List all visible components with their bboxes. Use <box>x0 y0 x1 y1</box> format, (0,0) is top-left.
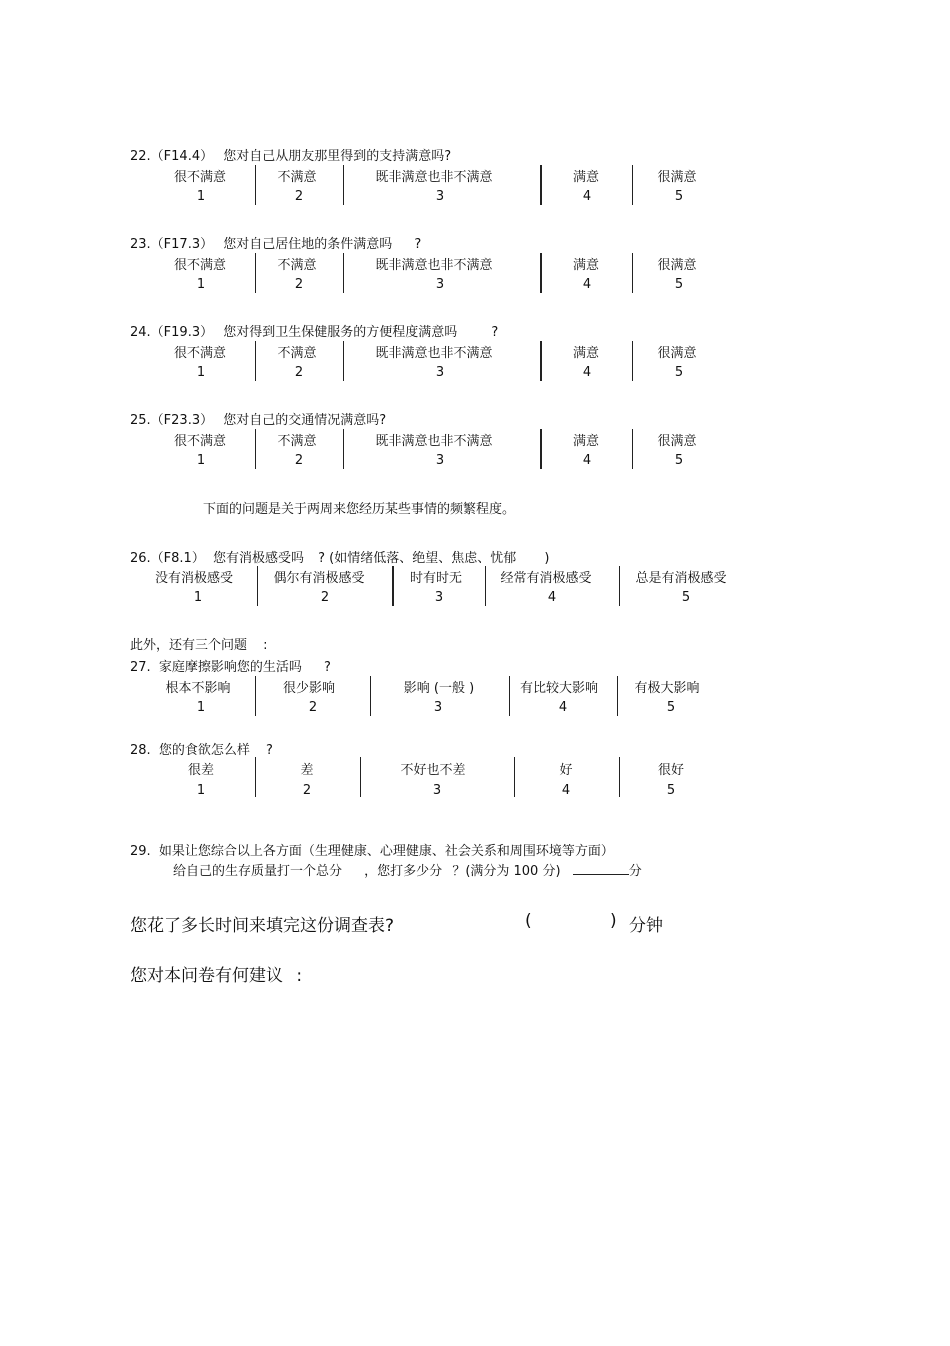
option-label[interactable]: 满意 <box>572 258 600 273</box>
divider <box>540 253 542 293</box>
option-label[interactable]: 根本不影响 <box>165 681 231 696</box>
time-close-paren: ) <box>610 911 617 931</box>
question-text: 您对自己从朋友那里得到的支持满意吗? <box>223 149 452 164</box>
option-score: 5 <box>674 277 684 292</box>
option-label[interactable]: 很不满意 <box>173 258 227 273</box>
question-22 <box>130 145 451 164</box>
option-score: 3 <box>435 189 445 204</box>
option-score: 2 <box>308 700 318 715</box>
question-text: 您对自己的交通情况满意吗? <box>223 413 387 428</box>
divider <box>343 253 344 293</box>
option-score: 4 <box>561 783 571 798</box>
question-text: 您的食欲怎么样 <box>158 743 250 758</box>
option-label[interactable]: 很满意 <box>657 346 697 361</box>
question-29 <box>130 840 614 859</box>
divider <box>540 429 542 469</box>
option-label[interactable]: 满意 <box>572 434 600 449</box>
question-text: 如果让您综合以上各方面（生理健康、心理健康、社会关系和周围环境等方面） <box>158 844 614 859</box>
option-label[interactable]: 有极大影响 <box>634 681 700 696</box>
question-number: 25.（F23.3） <box>130 413 214 428</box>
divider <box>619 757 620 797</box>
option-score: 4 <box>547 590 557 605</box>
option-label[interactable]: 既非满意也非不满意 <box>375 434 493 449</box>
question-24 <box>130 321 498 340</box>
option-score: 1 <box>196 277 206 292</box>
question-29-line2 <box>173 860 642 879</box>
score-blank[interactable] <box>573 862 629 875</box>
option-label[interactable]: 不好也不差 <box>400 763 466 778</box>
option-label[interactable]: 时有时无 <box>409 571 463 586</box>
divider <box>632 253 633 293</box>
option-label[interactable]: 好 <box>559 763 573 778</box>
time-answer-field[interactable] <box>540 908 606 932</box>
option-score: 1 <box>196 783 206 798</box>
question-28 <box>130 739 273 758</box>
divider <box>509 676 510 716</box>
option-label[interactable]: 很不满意 <box>173 434 227 449</box>
question-text: 您有消极感受吗 <box>212 551 304 566</box>
divider <box>619 566 620 606</box>
divider <box>540 341 542 381</box>
time-question: 您花了多长时间来填完这份调查表? <box>130 916 395 936</box>
question-26 <box>130 547 549 566</box>
question-text: 家庭摩擦影响您的生活吗 <box>158 660 302 675</box>
option-label[interactable]: 很好 <box>657 763 685 778</box>
divider <box>370 676 371 716</box>
option-score: 2 <box>302 783 312 798</box>
suggestion-colon: : <box>296 966 303 986</box>
divider <box>632 341 633 381</box>
option-score: 4 <box>558 700 568 715</box>
option-score: 3 <box>433 700 443 715</box>
suggestion-prompt <box>130 961 302 986</box>
option-label[interactable]: 既非满意也非不满意 <box>375 170 493 185</box>
extra-note-colon: : <box>263 638 268 653</box>
divider <box>255 253 256 293</box>
option-label[interactable]: 很满意 <box>657 258 697 273</box>
question-close: ) <box>544 551 550 566</box>
divider <box>343 341 344 381</box>
option-score: 2 <box>294 453 304 468</box>
option-label[interactable]: 很满意 <box>657 434 697 449</box>
question-mark: ? (如情绪低落、绝望、焦虑、忧郁 <box>318 551 517 566</box>
divider <box>255 429 256 469</box>
option-score: 1 <box>196 453 206 468</box>
option-score: 2 <box>294 189 304 204</box>
extra-note <box>130 634 268 653</box>
option-score: 5 <box>681 590 691 605</box>
option-label[interactable]: 没有消极感受 <box>154 571 234 586</box>
option-label[interactable]: 差 <box>300 763 314 778</box>
question-text-c: ？(满分为 100 分) <box>452 864 561 879</box>
question-25 <box>130 409 386 428</box>
suggestion-text: 您对本问卷有何建议 <box>130 966 283 986</box>
option-label[interactable]: 很少影响 <box>282 681 336 696</box>
option-score: 5 <box>674 453 684 468</box>
question-text: 您对自己居住地的条件满意吗 <box>223 237 393 252</box>
divider <box>540 165 542 205</box>
divider <box>617 676 618 716</box>
option-label[interactable]: 影响 (一般 ) <box>403 681 475 696</box>
divider <box>514 757 515 797</box>
option-score: 3 <box>434 590 444 605</box>
option-label[interactable]: 满意 <box>572 346 600 361</box>
divider <box>632 165 633 205</box>
option-score: 2 <box>320 590 330 605</box>
option-score: 3 <box>435 365 445 380</box>
option-score: 1 <box>196 700 206 715</box>
extra-note-text: 此外，还有三个问题 <box>130 638 248 653</box>
divider <box>255 165 256 205</box>
divider <box>343 165 344 205</box>
question-number: 29. <box>130 844 151 859</box>
question-text: 您对得到卫生保健服务的方便程度满意吗 <box>223 325 458 340</box>
divider <box>257 566 258 606</box>
option-score: 3 <box>435 453 445 468</box>
option-score: 5 <box>666 783 676 798</box>
question-mark: ? <box>491 325 499 340</box>
option-score: 2 <box>294 365 304 380</box>
question-27 <box>130 656 331 675</box>
section-note: 下面的问题是关于两周来您经历某些事情的频繁程度。 <box>203 502 516 517</box>
suggestion-area[interactable] <box>130 992 820 1292</box>
option-score: 3 <box>432 783 442 798</box>
divider <box>392 566 394 606</box>
divider <box>485 566 486 606</box>
time-open-paren: ( <box>525 911 532 931</box>
option-label[interactable]: 既非满意也非不满意 <box>375 258 493 273</box>
option-score: 1 <box>196 365 206 380</box>
question-number: 26.（F8.1） <box>130 551 205 566</box>
question-mark: ? <box>323 660 331 675</box>
question-number: 27. <box>130 660 151 675</box>
option-score: 3 <box>435 277 445 292</box>
question-mark: ? <box>265 743 273 758</box>
option-label[interactable]: 经常有消极感受 <box>500 571 592 586</box>
option-score: 4 <box>582 453 592 468</box>
option-score: 4 <box>582 189 592 204</box>
divider <box>255 757 256 797</box>
option-score: 2 <box>294 277 304 292</box>
option-score: 5 <box>666 700 676 715</box>
time-unit: 分钟 <box>629 916 663 936</box>
question-number: 28. <box>130 743 151 758</box>
question-number: 23.（F17.3） <box>130 237 214 252</box>
option-label[interactable]: 不满意 <box>277 170 317 185</box>
option-label[interactable]: 不满意 <box>277 434 317 449</box>
divider <box>343 429 344 469</box>
option-label[interactable]: 总是有消极感受 <box>635 571 727 586</box>
option-label[interactable]: 不满意 <box>277 346 317 361</box>
option-score: 4 <box>582 277 592 292</box>
option-score: 1 <box>193 590 203 605</box>
question-text-a: 给自己的生存质量打一个总分 <box>173 864 343 879</box>
option-label[interactable]: 偶尔有消极感受 <box>273 571 365 586</box>
option-label[interactable]: 很满意 <box>657 170 697 185</box>
option-label[interactable]: 很不满意 <box>173 170 227 185</box>
option-label[interactable]: 很不满意 <box>173 346 227 361</box>
divider <box>360 757 361 797</box>
score-unit: 分 <box>628 864 642 879</box>
divider <box>632 429 633 469</box>
divider <box>255 676 256 716</box>
option-score: 5 <box>674 189 684 204</box>
option-label[interactable]: 有比较大影响 <box>519 681 599 696</box>
question-mark: ? <box>414 237 422 252</box>
option-score: 5 <box>674 365 684 380</box>
question-23 <box>130 233 421 252</box>
question-number: 22.（F14.4） <box>130 149 214 164</box>
option-label[interactable]: 很差 <box>187 763 215 778</box>
question-number: 24.（F19.3） <box>130 325 214 340</box>
question-text-b: ，您打多少分 <box>364 864 443 879</box>
divider <box>255 341 256 381</box>
option-label[interactable]: 满意 <box>572 170 600 185</box>
option-label[interactable]: 不满意 <box>277 258 317 273</box>
option-score: 1 <box>196 189 206 204</box>
option-score: 4 <box>582 365 592 380</box>
option-label[interactable]: 既非满意也非不满意 <box>375 346 493 361</box>
